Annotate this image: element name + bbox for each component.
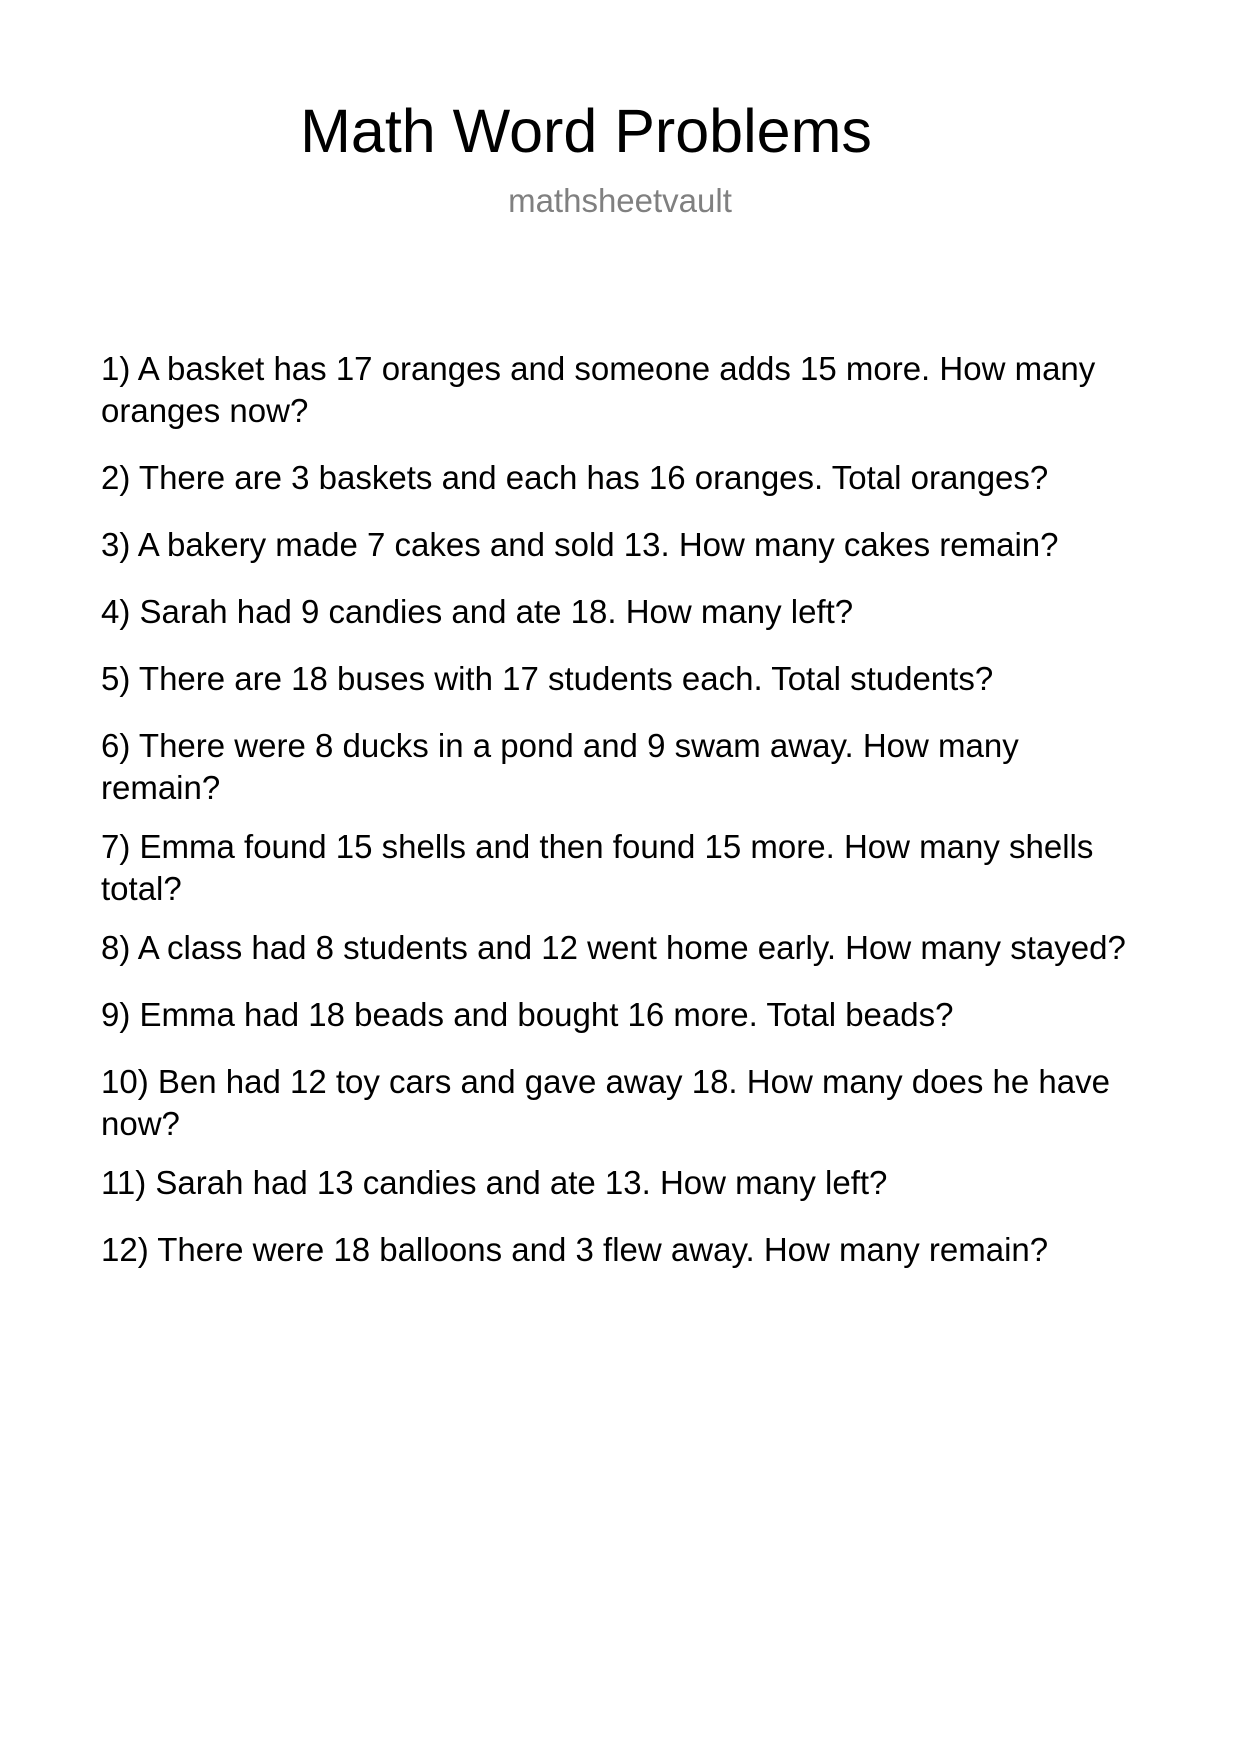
problem-item: 9) Emma had 18 beads and bought 16 more. Total beads?	[101, 996, 954, 1033]
problem-item: 3) A bakery made 7 cakes and sold 13. How many cakes remain?	[101, 526, 1059, 563]
problem-item: 7) Emma found 15 shells and then found 15 more. How many shells total?	[101, 828, 1094, 907]
problem-item: 4) Sarah had 9 candies and ate 18. How many left?	[101, 593, 854, 630]
problem-item: 1) A basket has 17 oranges and someone adds 15 more. How many oranges now?	[101, 350, 1096, 429]
problem-item: 6) There were 8 ducks in a pond and 9 swam away. How many remain?	[101, 727, 1019, 806]
problem-item: 5) There are 18 buses with 17 students each. Total students?	[101, 660, 994, 697]
problem-item: 12) There were 18 balloons and 3 flew away. How many remain?	[101, 1231, 1049, 1268]
problem-item: 10) Ben had 12 toy cars and gave away 18. How many does he have now?	[101, 1063, 1110, 1142]
problem-item: 11) Sarah had 13 candies and ate 13. How many left?	[101, 1164, 888, 1201]
problem-item: 2) There are 3 baskets and each has 16 oranges. Total oranges?	[101, 459, 1049, 496]
problem-list	[101, 348, 1141, 1296]
problem-item: 8) A class had 8 students and 12 went home early. How many stayed?	[101, 929, 1126, 966]
page-title: Math Word Problems	[300, 97, 872, 165]
page-subtitle: mathsheetvault	[508, 182, 732, 219]
